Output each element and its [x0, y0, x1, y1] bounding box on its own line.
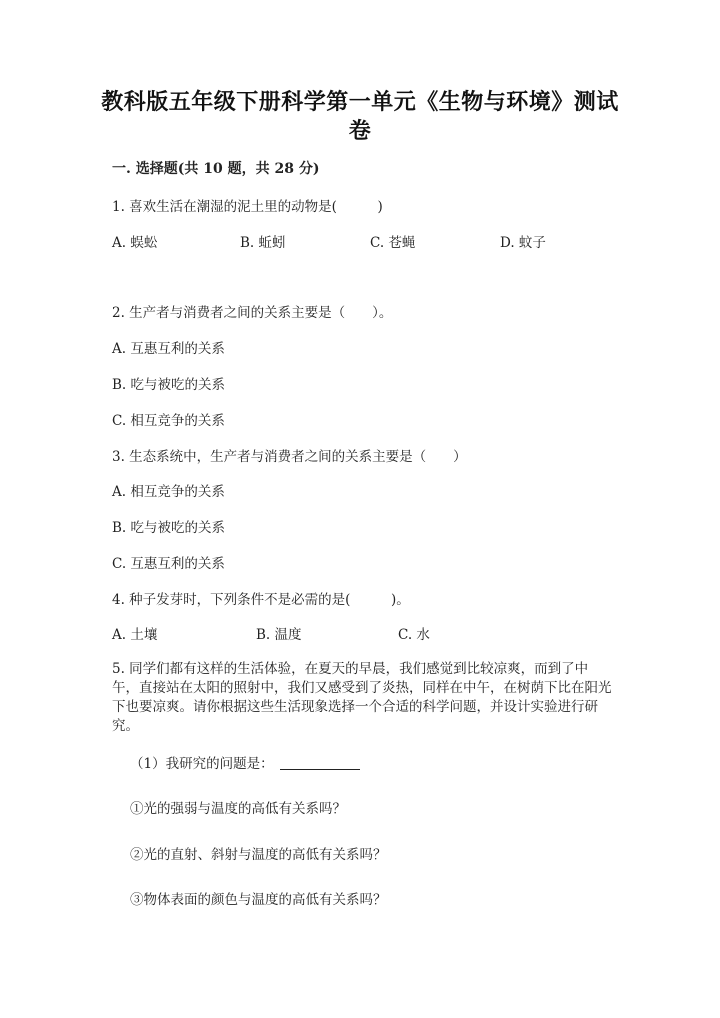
q2-option-a: A. 互惠互利的关系 — [112, 341, 225, 357]
question-4-stem: 4. 种子发芽时，下列条件不是必需的是( )。 — [112, 592, 410, 608]
q1-option-a: A. 蜈蚣 — [112, 235, 158, 251]
q1-option-d: D. 蚊子 — [500, 235, 546, 251]
q5-choice-3: ③物体表面的颜色与温度的高低有关系吗？ — [130, 892, 387, 908]
q1-option-c: C. 苍蝇 — [370, 235, 416, 251]
q4-option-b: B. 温度 — [256, 627, 302, 643]
q5-choice-1: ①光的强弱与温度的高低有关系吗？ — [130, 801, 346, 817]
q2-option-c: C. 相互竞争的关系 — [112, 413, 225, 429]
question-1-stem: 1. 喜欢生活在潮湿的泥土里的动物是( ) — [112, 199, 383, 215]
q3-option-c: C. 互惠互利的关系 — [112, 556, 225, 572]
q1-option-b: B. 蚯蚓 — [240, 235, 286, 251]
question-3-stem: 3. 生态系统中，生产者与消费者之间的关系主要是（ ） — [112, 449, 467, 465]
q3-option-b: B. 吃与被吃的关系 — [112, 520, 226, 536]
q4-option-a: A. 土壤 — [112, 627, 158, 643]
q5-sub1-label: （1）我研究的问题是： — [130, 756, 274, 772]
q5-choice-2: ②光的直射、斜射与温度的高低有关系吗？ — [130, 847, 387, 863]
q3-option-a: A. 相互竞争的关系 — [112, 484, 225, 500]
answer-blank — [280, 755, 360, 770]
q2-option-b: B. 吃与被吃的关系 — [112, 377, 226, 393]
q5-sub-question-1 — [130, 755, 360, 773]
q4-option-c: C. 水 — [398, 627, 430, 643]
question-2-stem: 2. 生产者与消费者之间的关系主要是（ ）。 — [112, 305, 393, 321]
section-heading: 一. 选择题(共 10 题，共 28 分) — [112, 161, 320, 177]
page-title: 教科版五年级下册科学第一单元《生物与环境》测试卷 — [101, 89, 619, 144]
question-5-stem: 5. 同学们都有这样的生活体验，在夏天的早晨，我们感觉到比较凉爽，而到了中午，直接站在太阳的照射中，我们又感受到了炎热，同样在中午，在树荫下比在阳光下也要凉爽。请你根据这些生活现象选择一个合适的科学问题，并设计实验进行研究。 — [112, 661, 612, 734]
